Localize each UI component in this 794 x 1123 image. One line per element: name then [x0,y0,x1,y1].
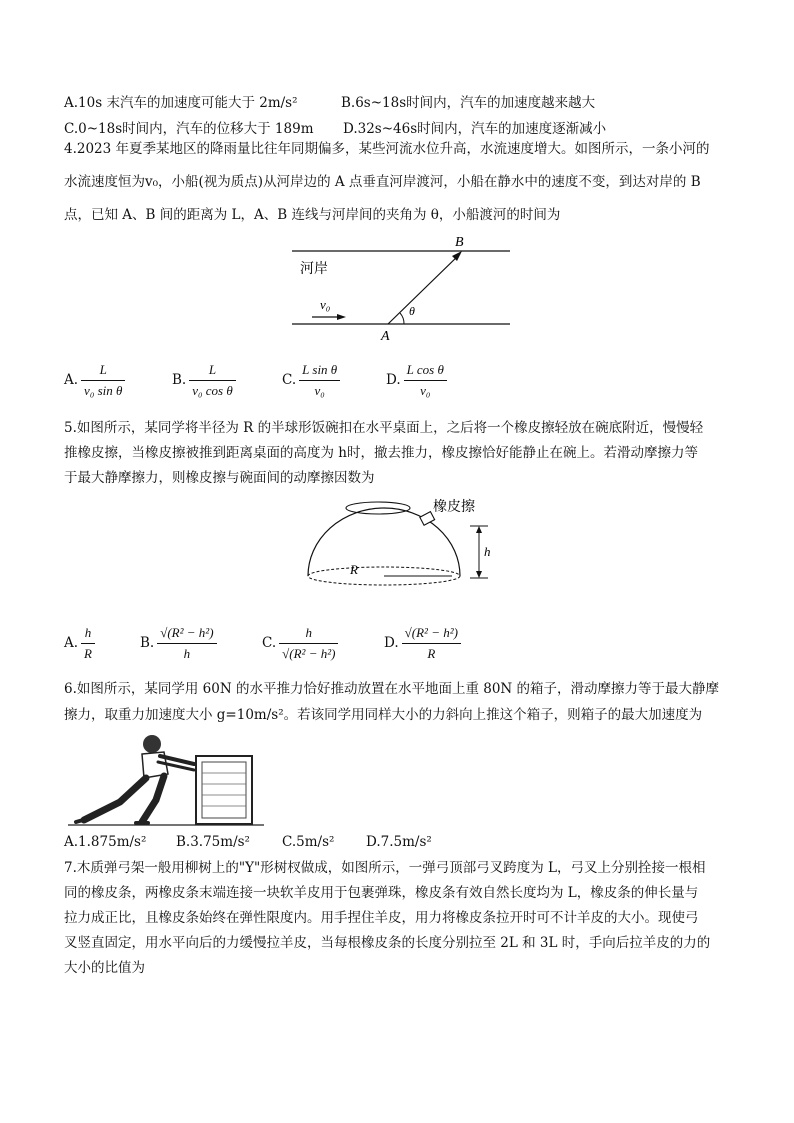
point-b-label: B [455,235,464,250]
q7-text-line-3: 拉力成正比，且橡皮条始终在弹性限度内。用手捏住羊皮，用力将橡皮条拉开时可不计羊皮的大小。现使弓 [64,910,699,926]
height-arrow-top [476,526,482,533]
q3-option-a: A.10s 末汽车的加速度可能大于 2m/s² [64,95,298,111]
q5-text-line-1: 5.如图所示，某同学将半径为 R 的半球形饭碗扣在水平桌面上，之后将一个橡皮擦轻放在碗底附近，慢慢轻 [64,420,704,436]
height-arrow-bottom [476,571,482,578]
eraser-label: 橡皮擦 [433,500,475,515]
q4-option-b: B. $\frac{L}{\text{v₀ cos θ}}$ [172,362,236,399]
q5-option-a: A. $\frac{h}{R}$ [64,625,95,662]
q7-text-line-2: 同的橡皮条，两橡皮条末端连接一块软羊皮用于包裹弹珠，橡皮条有效自然长度均为 L，橡皮条的伸长量与 [64,885,699,901]
wooden-box [196,756,252,824]
q6-option-a: A.1.875m/s² [64,834,147,850]
q3-option-c: C.0~18s时间内，汽车的位移大于 189m [64,121,314,137]
student-figure [76,735,194,823]
path-ab-line [388,254,460,324]
q6-option-c: C.5m/s² [282,834,335,850]
q3-option-b: B.6s~18s时间内，汽车的加速度越来越大 [341,95,596,111]
q5-option-d: D. $\frac{\text{√(R² − h²)}}{R}$ [384,625,461,662]
q6-text-line-1: 6.如图所示，某同学用 60N 的水平推力恰好推动放置在水平地面上重 80N 的箱子，滑动摩擦力等于最大静摩 [64,681,720,697]
angle-label: θ [409,304,415,318]
q4-text-line-2: 水流速度恒为v₀，小船(视为质点)从河岸边的 A 点垂直河岸渡河，小船在静水中的速度不变，到达对岸的 B [64,174,701,190]
angle-arc [400,313,404,324]
pushing-box-illustration [68,728,268,830]
bank-label: 河岸 [300,262,328,277]
q6-option-b: B.3.75m/s² [176,834,250,850]
q4-option-c: C. $\frac{\text{L sin θ}}{\text{v₀}}$ [282,362,340,399]
q3-option-d: D.32s~46s时间内，汽车的加速度逐渐减小 [343,121,607,137]
point-a-label: A [381,329,390,344]
q7-text-line-1: 7.木质弹弓架一般用柳树上的"Y"形树杈做成，如图所示，一弹弓顶部弓叉跨度为 L，弓叉上分别拴接一根相 [64,860,706,876]
q5-option-b: B. $\frac{\text{√(R² − h²)}}{h}$ [140,625,217,662]
river-crossing-diagram [280,230,520,345]
q7-text-line-5: 大小的比值为 [64,960,145,976]
q6-text-line-2: 擦力，取重力加速度大小 g=10m/s²。若该同学用同样大小的力斜向上推这个箱子，则箱子的最大加速度为 [64,707,703,723]
velocity-label: v₀ [320,297,331,312]
bowl-diagram [300,490,500,595]
q4-text-line-1: 4.2023 年夏季某地区的降雨量比往年同期偏多，某些河流水位升高，水流速度增大。如图所示，一条小河的 [64,141,710,157]
height-label: h [484,544,491,559]
q5-text-line-3: 于最大静摩擦力，则橡皮擦与碗面间的动摩擦因数为 [64,470,375,486]
radius-label: R [350,562,358,577]
q7-text-line-4: 叉竖直固定，用水平向后的力缓慢拉羊皮，当每根橡皮条的长度分别拉至 2L 和 3L 时，手向后拉羊皮的力的 [64,935,711,951]
q4-text-line-3: 点，已知 A、B 间的距离为 L，A、B 连线与河岸间的夹角为 θ，小船渡河的时间为 [64,207,561,223]
q5-text-line-2: 推橡皮擦，当橡皮擦被推到距离桌面的高度为 h时，撤去推力，橡皮擦恰好能静止在碗上。若滑动摩擦力等 [64,445,698,461]
q4-option-d: D. $\frac{\text{L cos θ}}{\text{v₀}}$ [386,362,447,399]
q5-option-c: C. $\frac{h}{\text{√(R² − h²)}}$ [262,625,338,662]
velocity-arrow-head [337,314,346,320]
q6-option-d: D.7.5m/s² [366,834,432,850]
hemisphere-outline [308,508,460,576]
q4-option-a: A. $\frac{L}{\text{v₀ sin θ}}$ [64,362,125,399]
